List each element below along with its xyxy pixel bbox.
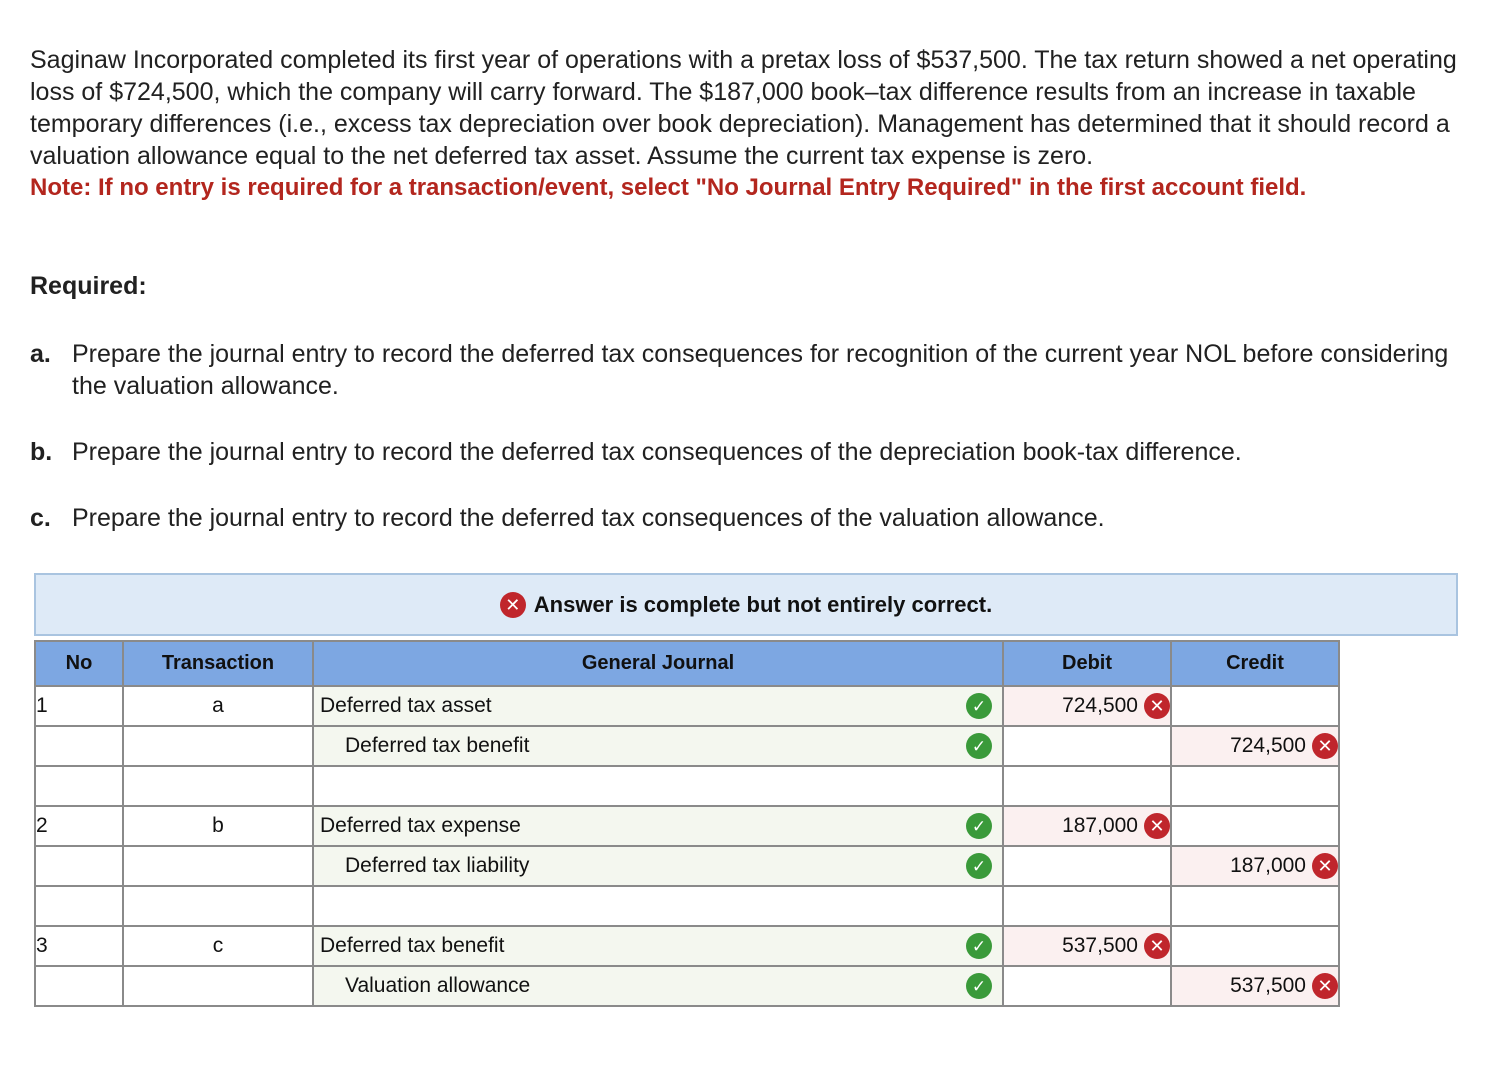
account-name: Deferred tax benefit [345, 734, 530, 757]
requirement-letter: a. [30, 340, 51, 368]
credit-input[interactable] [1171, 886, 1339, 926]
table-row [35, 846, 1339, 886]
debit-input[interactable] [1003, 886, 1171, 926]
row-transaction [123, 886, 313, 926]
debit-input[interactable] [1003, 766, 1171, 806]
credit-value: 187,000 [1230, 854, 1306, 877]
requirement-text: Prepare the journal entry to record the deferred tax consequences of the depreciation book-tax difference. [72, 438, 1242, 466]
debit-input[interactable] [1003, 806, 1171, 846]
row-transaction: a [123, 686, 313, 726]
header-general-journal: General Journal [313, 641, 1003, 686]
table-row [35, 806, 1339, 846]
credit-input[interactable] [1171, 726, 1339, 766]
account-name: Deferred tax liability [345, 854, 530, 877]
credit-input[interactable] [1171, 686, 1339, 726]
account-select[interactable] [313, 806, 1003, 846]
row-no: 3 [35, 926, 123, 966]
debit-value: 187,000 [1062, 814, 1138, 837]
row-transaction: c [123, 926, 313, 966]
account-select[interactable] [313, 966, 1003, 1006]
check-circle-icon: ✓ [966, 693, 992, 719]
requirement-letter: c. [30, 504, 51, 532]
credit-input[interactable] [1171, 926, 1339, 966]
row-no [35, 766, 123, 806]
header-debit: Debit [1003, 641, 1171, 686]
table-row-blank [35, 886, 1339, 926]
x-circle-icon: ✕ [500, 592, 526, 618]
x-circle-icon: ✕ [1144, 933, 1170, 959]
row-transaction [123, 766, 313, 806]
requirement-text: Prepare the journal entry to record the deferred tax consequences for recognition of the current year NOL before considering the valuation allowance. [72, 340, 1449, 400]
row-no: 2 [35, 806, 123, 846]
table-row [35, 926, 1339, 966]
debit-input[interactable] [1003, 966, 1171, 1006]
debit-input[interactable] [1003, 846, 1171, 886]
x-circle-icon: ✕ [1312, 853, 1338, 879]
check-circle-icon: ✓ [966, 733, 992, 759]
requirement-c [30, 502, 1470, 534]
problem-text: Saginaw Incorporated completed its first year of operations with a pretax loss of $537,500. The tax return showed a net operating loss of $724,500, which the company will carry forward. The $187,000 book–tax difference results from an increase in taxable temporary differences (i.e., excess tax depreciation over book depreciation). Management has determined that it should record a valuation allowance equal to the net deferred tax asset. Assume the current tax expense is zero. [30, 46, 1457, 170]
debit-input[interactable] [1003, 726, 1171, 766]
requirement-text: Prepare the journal entry to record the deferred tax consequences of the valuation allowance. [72, 504, 1105, 532]
credit-value: 724,500 [1230, 734, 1306, 757]
requirement-a [30, 338, 1470, 402]
debit-input[interactable] [1003, 686, 1171, 726]
account-select[interactable] [313, 886, 1003, 926]
debit-value: 537,500 [1062, 934, 1138, 957]
x-circle-icon: ✕ [1144, 813, 1170, 839]
credit-value: 537,500 [1230, 974, 1306, 997]
header-credit: Credit [1171, 641, 1339, 686]
journal-table [34, 640, 1340, 1007]
row-no: 1 [35, 686, 123, 726]
check-circle-icon: ✓ [966, 813, 992, 839]
row-transaction [123, 966, 313, 1006]
requirement-b [30, 436, 1470, 468]
note-text: Note: If no entry is required for a transaction/event, select "No Journal Entry Required" in the first account field. [30, 174, 1307, 201]
answer-status-banner [34, 573, 1458, 636]
row-no [35, 846, 123, 886]
requirement-letter: b. [30, 438, 53, 466]
account-select[interactable] [313, 846, 1003, 886]
check-circle-icon: ✓ [966, 853, 992, 879]
answer-status-text: Answer is complete but not entirely correct. [533, 591, 993, 617]
account-name: Valuation allowance [345, 974, 531, 997]
x-circle-icon: ✕ [1144, 693, 1170, 719]
check-circle-icon: ✓ [966, 933, 992, 959]
table-row [35, 726, 1339, 766]
account-select[interactable] [313, 726, 1003, 766]
credit-input[interactable] [1171, 846, 1339, 886]
row-no [35, 966, 123, 1006]
credit-input[interactable] [1171, 966, 1339, 1006]
credit-input[interactable] [1171, 806, 1339, 846]
requirements-list [30, 338, 1470, 534]
x-circle-icon: ✕ [1312, 973, 1338, 999]
account-name: Deferred tax asset [320, 694, 492, 717]
problem-statement [30, 44, 1490, 204]
row-transaction [123, 726, 313, 766]
debit-value: 724,500 [1062, 694, 1138, 717]
table-row [35, 686, 1339, 726]
account-name: Deferred tax expense [320, 814, 521, 837]
debit-input[interactable] [1003, 926, 1171, 966]
account-select[interactable] [313, 926, 1003, 966]
header-transaction: Transaction [123, 641, 313, 686]
account-select[interactable] [313, 686, 1003, 726]
row-transaction [123, 846, 313, 886]
row-no [35, 726, 123, 766]
check-circle-icon: ✓ [966, 973, 992, 999]
required-heading: Required: [30, 272, 147, 300]
credit-input[interactable] [1171, 766, 1339, 806]
table-row [35, 966, 1339, 1006]
table-header-row [35, 641, 1339, 686]
row-transaction: b [123, 806, 313, 846]
header-no: No [35, 641, 123, 686]
account-select[interactable] [313, 766, 1003, 806]
row-no [35, 886, 123, 926]
account-name: Deferred tax benefit [320, 934, 505, 957]
table-row-blank [35, 766, 1339, 806]
x-circle-icon: ✕ [1312, 733, 1338, 759]
